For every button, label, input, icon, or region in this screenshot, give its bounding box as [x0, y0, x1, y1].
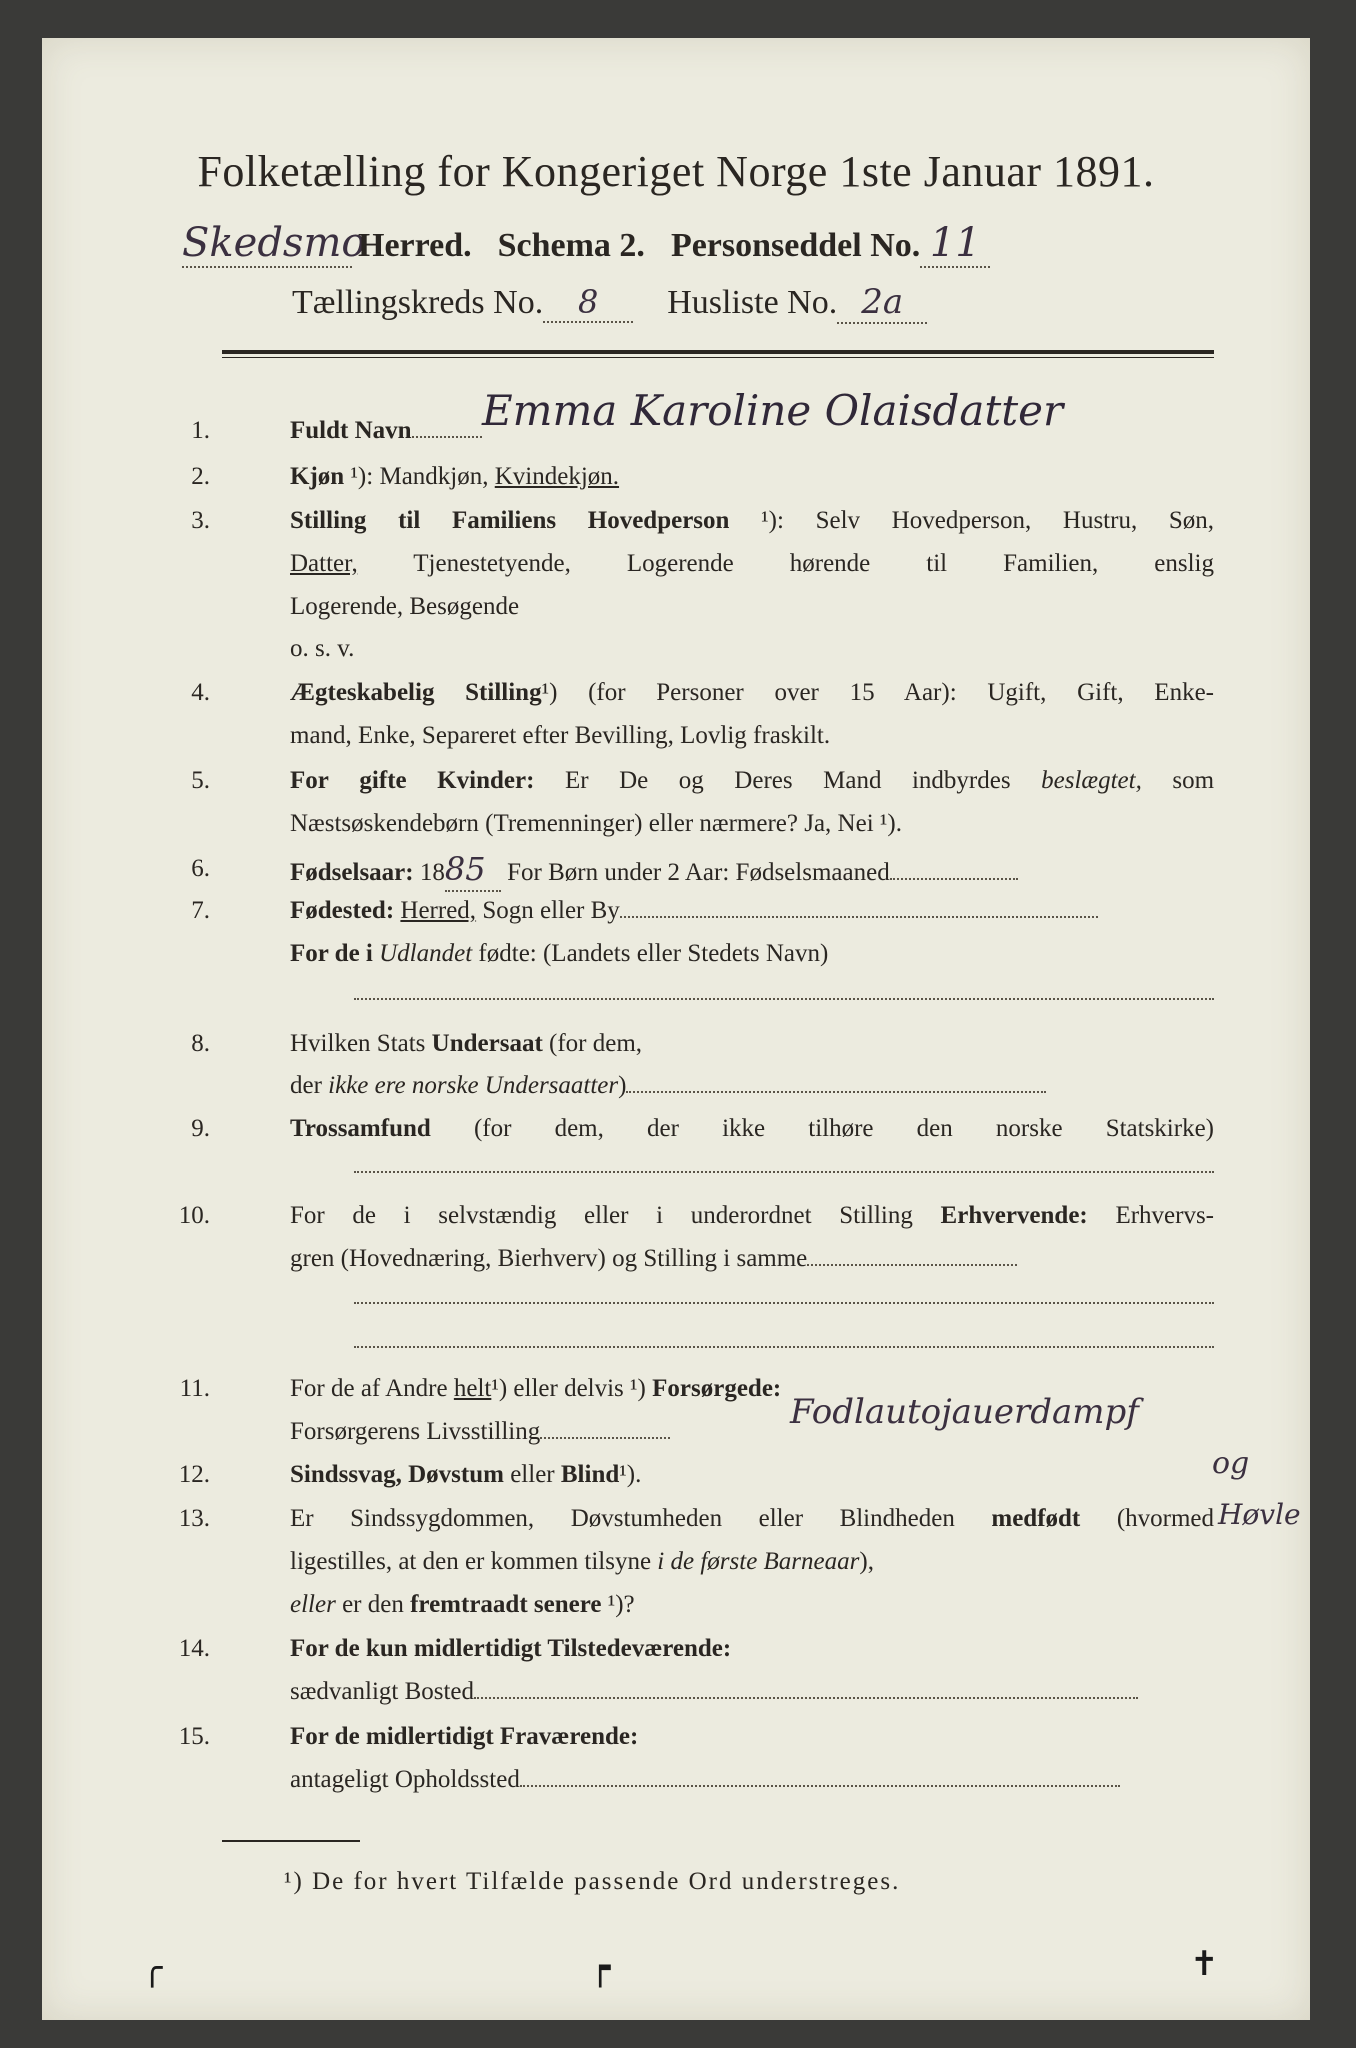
stilling-label: Stilling til Familiens Hovedperson — [290, 507, 730, 534]
gifte-text-italic: beslægtet, — [1041, 767, 1142, 794]
question-13-line-3 — [222, 1584, 1214, 1626]
fodested-option-herred: Herred, — [400, 897, 477, 924]
question-number: 15. — [178, 1723, 210, 1750]
senere-eller: eller — [290, 1591, 336, 1618]
forsorger-livsstilling-value: Fodlautojauerdampf — [790, 1392, 1139, 1432]
question-number: 4. — [191, 679, 210, 706]
undersaat-label: Undersaat — [431, 1030, 543, 1057]
erhverv-text-2: gren (Hovednæring, Bierhverv) og Stilling i samme — [290, 1245, 808, 1272]
question-9 — [191, 1108, 1215, 1150]
gifte-text-som: som — [1172, 767, 1215, 794]
question-14 — [178, 1628, 1214, 1670]
side-note-og: og — [1212, 1446, 1250, 1481]
question-15-line-2 — [222, 1759, 1214, 1801]
senere-label: fremtraadt senere — [410, 1591, 602, 1618]
question-4 — [191, 672, 1214, 714]
taellingskreds-label: Tællingskreds No. — [292, 284, 544, 321]
question-2 — [191, 456, 1214, 498]
aegteskabelig-options-2: mand, Enke, Separeret efter Bevilling, Lovlig fraskilt. — [290, 722, 831, 749]
fuldt-navn-value: Emma Karoline Olaisdatter — [482, 386, 1064, 435]
gifte-text-2: Næstsøskendebørn (Tremenninger) eller nærmere? Ja, Nei ¹). — [290, 810, 902, 837]
blank-answer-line — [354, 996, 1214, 1000]
medfodt-post: (hvormed — [1116, 1505, 1215, 1532]
blank-answer-line — [354, 1300, 1214, 1304]
footnote-ref: ¹): — [350, 463, 374, 490]
question-10-line-2 — [222, 1238, 1214, 1280]
opholdssted-label: antageligt Opholdssted — [290, 1766, 520, 1793]
header-line-taellingskreds — [292, 282, 1214, 324]
census-form-sheet — [42, 38, 1310, 2020]
blind-label: Blind — [560, 1461, 620, 1488]
stilling-options-1: Selv Hovedperson, Hustru, Søn, — [815, 507, 1215, 534]
question-7-line-2 — [222, 933, 1214, 975]
header-line-herred — [182, 220, 1214, 268]
stilling-options-4: o. s. v. — [290, 635, 355, 662]
question-number: 5. — [191, 767, 210, 794]
question-14-line-2 — [222, 1671, 1214, 1713]
question-3-line-4 — [222, 628, 1214, 670]
undersaat-post: (for dem, — [549, 1030, 643, 1057]
question-3 — [191, 500, 1215, 542]
tilstedevaerende-label: For de kun midlertidigt Tilstedeværende: — [290, 1635, 732, 1662]
question-number: 11. — [179, 1375, 210, 1402]
footnote: ¹) De for hvert Tilfælde passende Ord understreges. — [284, 1868, 901, 1895]
fodested-options: Sogn eller By — [482, 897, 620, 924]
question-5 — [191, 760, 1215, 802]
question-number: 1. — [191, 417, 210, 444]
udlandet-italic: Udlandet — [379, 940, 473, 967]
fuldt-navn-label: Fuldt Navn — [290, 417, 412, 444]
question-4-line-2 — [222, 715, 1214, 757]
forsorgede-option-helt: helt — [453, 1375, 492, 1402]
question-number: 13. — [178, 1505, 210, 1532]
fodselsaar-label: Fødselsaar: — [290, 859, 414, 886]
gifte-label-pre: For — [290, 767, 329, 794]
gifte-label: gifte — [359, 767, 407, 794]
sindssvag-label: Sindssvag, Døvstum — [290, 1461, 504, 1488]
question-number: 7. — [191, 897, 210, 924]
trossamfund-text: (for dem, der ikke tilhøre den norske Statskirke) — [473, 1115, 1215, 1142]
question-8-line-2: der ikke ere norske Undersaatter) — [222, 1065, 1214, 1107]
corner-mark-right: ✝ — [1190, 1944, 1219, 1984]
taellingskreds-value: 8 — [543, 283, 633, 323]
personseddel-value: 11 — [920, 220, 990, 268]
side-note-hovle: Høvle — [1218, 1498, 1301, 1531]
question-12 — [178, 1454, 1214, 1496]
question-3-line-3 — [222, 586, 1214, 628]
question-3-line-2 — [222, 543, 1214, 585]
barneaar-italic: i de første Barneaar — [657, 1548, 860, 1575]
blank-answer-line — [354, 1344, 1214, 1348]
question-number: 2. — [191, 463, 210, 490]
schema-label: Schema 2. — [497, 227, 645, 264]
question-number: 8. — [191, 1030, 210, 1057]
question-15 — [178, 1716, 1214, 1758]
medfodt-pre: Er Sindssygdommen, Døvstumheden eller Blindheden — [290, 1505, 955, 1532]
stilling-options-3: Logerende, Besøgende — [290, 593, 520, 620]
question-13 — [178, 1498, 1215, 1540]
herred-value: Skedsmo — [182, 220, 366, 266]
gifte-label-post: Kvinder: — [437, 767, 535, 794]
footnote-ref: ¹)? — [607, 1591, 635, 1618]
erhverv-pre: For de i selvstændig eller i underordnet Stilling — [290, 1202, 913, 1229]
forsorgede-mid: ¹) eller delvis ¹) — [491, 1375, 646, 1402]
stilling-options-2: Tjenestetyende, Logerende hørende til Familien, enslig — [413, 550, 1214, 577]
question-10 — [178, 1195, 1215, 1237]
kjon-option-kvindekjon: Kvindekjøn. — [494, 463, 620, 490]
form-title: Folketælling for Kongeriget Norge 1ste Januar 1891. — [197, 147, 1155, 196]
senere-pre: er den — [342, 1591, 404, 1618]
question-number: 12. — [178, 1461, 210, 1488]
husliste-value: 2a — [837, 282, 927, 324]
erhverv-label: Erhvervende: — [940, 1202, 1088, 1229]
footnote-divider — [222, 1840, 360, 1842]
sindssvag-eller: eller — [510, 1461, 555, 1488]
erhverv-post: Erhvervs- — [1115, 1202, 1215, 1229]
udlandet-pre: For de i — [290, 940, 373, 967]
question-7 — [191, 890, 1214, 932]
question-number: 10. — [178, 1202, 210, 1229]
fravaerende-label: For de midlertidigt Fraværende: — [290, 1723, 639, 1750]
kjon-option-mandkjon: Mandkjøn, — [379, 463, 489, 490]
gifte-text-1: Er De og Deres Mand indbyrdes — [564, 767, 1011, 794]
kjon-label: Kjøn — [290, 463, 345, 490]
stilling-option-datter: Datter, — [290, 550, 358, 577]
husliste-label: Husliste No. — [667, 284, 838, 321]
undersaat-italic: ikke ere norske Undersaatter — [328, 1072, 619, 1099]
blank-answer-line — [354, 1169, 1214, 1173]
forsorgede-pre: For de af Andre — [290, 1375, 448, 1402]
udlandet-post: fødte: (Landets eller Stedets Navn) — [478, 940, 829, 967]
fodested-label: Fødested: — [290, 897, 395, 924]
fodselsaar-value: 85 — [445, 848, 501, 892]
barneaar-pre: ligestilles, at den er kommen tilsyne — [290, 1548, 652, 1575]
fodselsaar-prefix: 18 — [419, 859, 445, 886]
question-13-line-2: ligestilles, at den er kommen tilsyne i de første Barneaar), — [290, 1548, 874, 1575]
question-number: 14. — [178, 1635, 210, 1662]
undersaat-der: der — [290, 1072, 322, 1099]
question-5-line-2 — [222, 803, 1214, 845]
aegteskabelig-label: Ægteskabelig Stilling — [290, 679, 542, 706]
aegteskabelig-options-1: ¹) (for Personer over 15 Aar): Ugift, Gift, Enke- — [541, 679, 1214, 706]
footnote-ref: ¹). — [619, 1461, 642, 1488]
trossamfund-label: Trossamfund — [290, 1115, 431, 1142]
forsorger-livsstilling-label: Forsørgerens Livsstilling — [290, 1418, 541, 1445]
personseddel-label: Personseddel No. — [670, 227, 921, 264]
question-number: 3. — [191, 507, 210, 534]
undersaat-pre: Hvilken Stats — [290, 1030, 426, 1057]
medfodt-label: medfødt — [991, 1505, 1081, 1532]
corner-mark-center: ┍ — [590, 1948, 611, 1988]
corner-mark-left: ╭ — [142, 1948, 163, 1988]
question-number: 9. — [191, 1115, 210, 1142]
question-6 — [191, 848, 1214, 894]
bosted-label: sædvanligt Bosted — [290, 1678, 475, 1705]
question-8 — [191, 1023, 1214, 1065]
fodselsmaaned-text: For Børn under 2 Aar: Fødselsmaaned — [507, 859, 890, 886]
forsorgede-label: Forsørgede: — [652, 1375, 782, 1402]
herred-label: Herred. — [358, 227, 472, 264]
question-number: 6. — [191, 855, 210, 882]
header-divider — [222, 350, 1214, 358]
footnote-ref: ¹): — [761, 507, 784, 534]
